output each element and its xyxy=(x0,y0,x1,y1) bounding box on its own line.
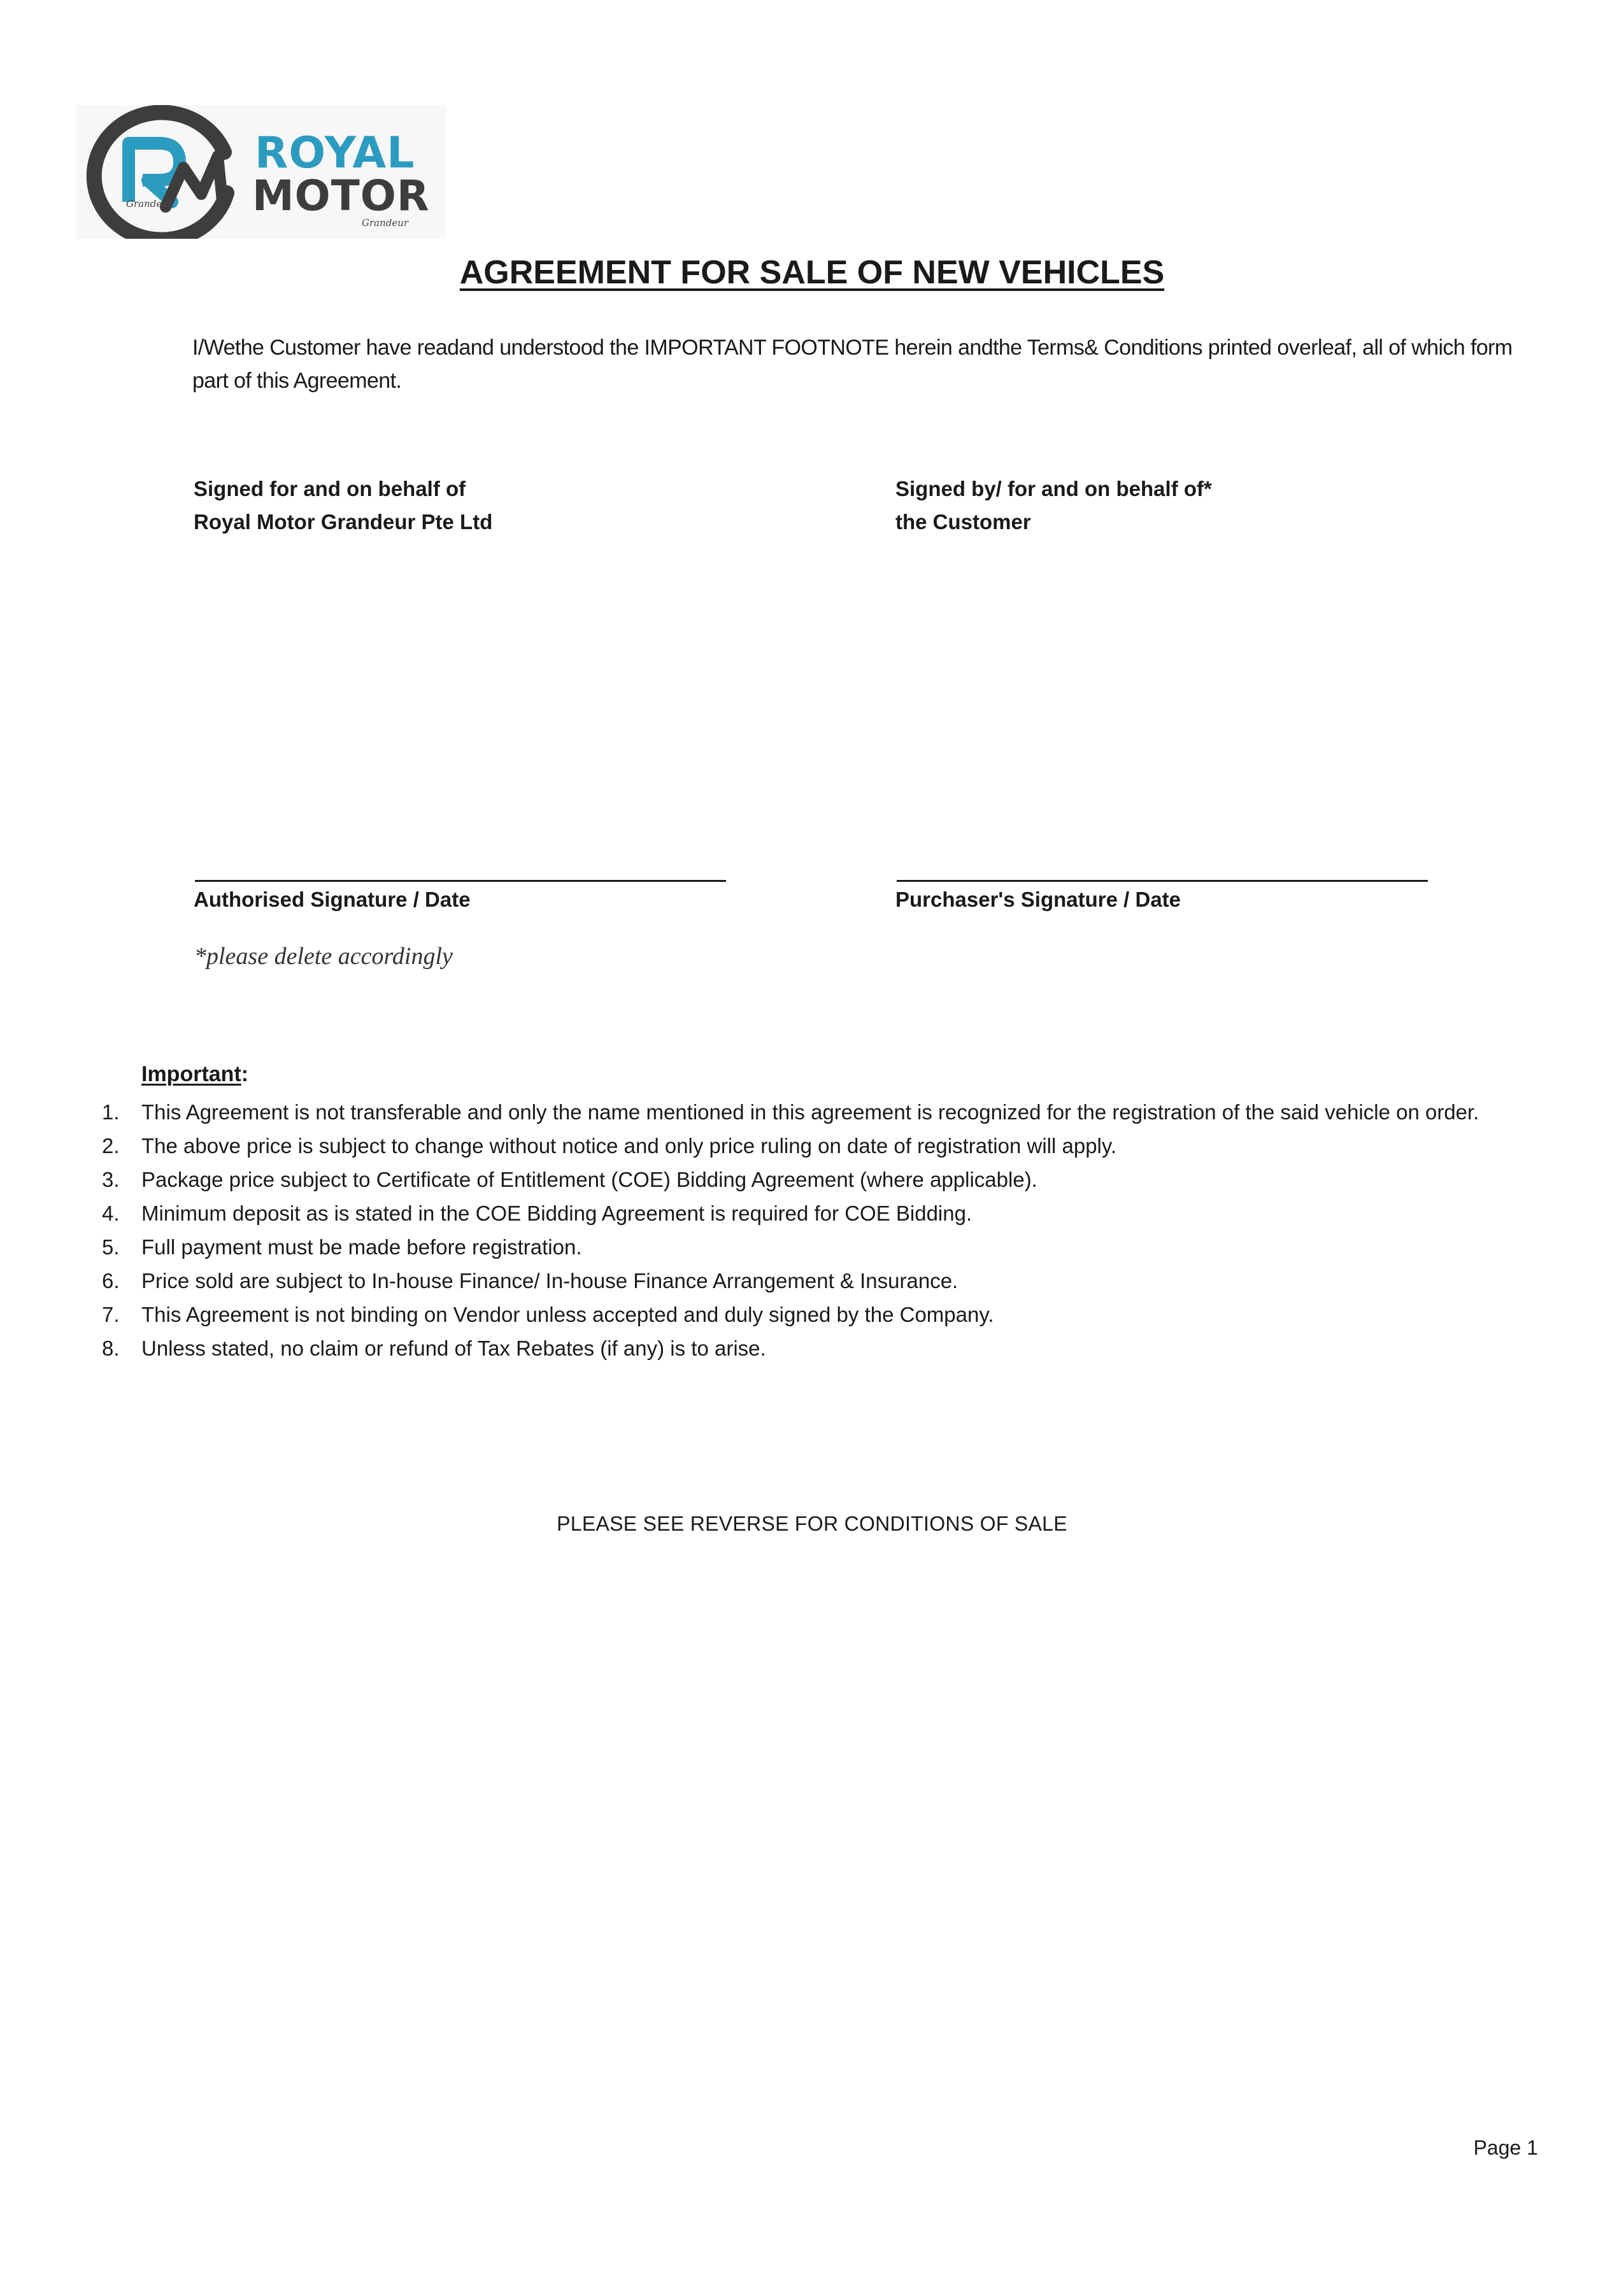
terms-item-text: The above price is subject to change without notice and only price ruling on date of registration will apply. xyxy=(141,1134,1117,1158)
terms-item xyxy=(102,1129,1528,1163)
logo-script-right: Grandeur xyxy=(362,217,409,229)
terms-item xyxy=(102,1196,1528,1230)
delete-accordingly-note: *please delete accordingly xyxy=(194,943,453,970)
terms-item-number: 3. xyxy=(102,1168,120,1191)
document-title: AGREEMENT FOR SALE OF NEW VEHICLES xyxy=(459,254,1165,291)
page-number: Page 1 xyxy=(1473,2136,1538,2159)
rm-monogram-icon xyxy=(76,105,255,239)
company-signatory-line2: Royal Motor Grandeur Pte Ltd xyxy=(194,510,493,534)
terms-item-number: 2. xyxy=(102,1134,120,1158)
terms-item xyxy=(102,1298,1528,1331)
important-heading-text: Important xyxy=(141,1062,241,1086)
customer-signatory-block xyxy=(895,472,1212,539)
terms-item xyxy=(102,1230,1528,1264)
company-logo xyxy=(76,105,446,239)
terms-item-text: Minimum deposit as is stated in the COE Bidding Agreement is required for COE Bidding. xyxy=(141,1201,972,1225)
customer-signatory-line1: Signed by/ for and on behalf of* xyxy=(895,477,1212,500)
important-heading xyxy=(141,1062,248,1087)
customer-signature-label: Purchaser's Signature / Date xyxy=(895,888,1181,911)
terms-item-number: 1. xyxy=(102,1100,120,1124)
company-signature-label: Authorised Signature / Date xyxy=(194,888,471,911)
important-heading-colon: : xyxy=(241,1062,249,1086)
terms-item-number: 7. xyxy=(102,1303,120,1326)
terms-item-number: 5. xyxy=(102,1235,120,1259)
terms-item xyxy=(102,1095,1528,1129)
company-signatory-line1: Signed for and on behalf of xyxy=(194,477,466,500)
customer-signature-line[interactable] xyxy=(897,880,1428,882)
terms-item-number: 6. xyxy=(102,1269,120,1293)
logo-royal-text: ROYAL xyxy=(255,128,415,178)
terms-item-text: This Agreement is not binding on Vendor unless accepted and duly signed by the Company. xyxy=(141,1303,994,1326)
reverse-conditions-note: PLEASE SEE REVERSE FOR CONDITIONS OF SALE xyxy=(557,1512,1067,1535)
terms-item-number: 4. xyxy=(102,1201,120,1225)
terms-item-number: 8. xyxy=(102,1336,120,1360)
logo-motor-text: MOTOR xyxy=(252,171,430,220)
company-signature-line[interactable] xyxy=(195,880,726,882)
terms-item-text: Price sold are subject to In-house Finance/ In-house Finance Arrangement & Insurance. xyxy=(141,1269,958,1293)
terms-item-text: Unless stated, no claim or refund of Tax Rebates (if any) is to arise. xyxy=(141,1336,766,1360)
terms-item-text: Full payment must be made before registration. xyxy=(141,1235,582,1259)
important-terms-list xyxy=(102,1095,1528,1365)
logo-script-left: Grandeur xyxy=(126,198,173,209)
terms-item xyxy=(102,1264,1528,1298)
intro-paragraph: I/Wethe Customer have readand understood the IMPORTANT FOOTNOTE herein andthe Terms& Conditions printed overleaf, all of which form part of this Agreement. xyxy=(192,336,1513,393)
customer-signatory-line2: the Customer xyxy=(895,510,1031,534)
terms-item-text: Package price subject to Certificate of Entitlement (COE) Bidding Agreement (where applicable). xyxy=(141,1168,1037,1191)
terms-item xyxy=(102,1163,1528,1196)
company-signatory-block xyxy=(194,472,492,539)
terms-item xyxy=(102,1331,1528,1365)
terms-item-text: This Agreement is not transferable and only the name mentioned in this agreement is recognized for the registration of the said vehicle on order. xyxy=(141,1100,1479,1124)
